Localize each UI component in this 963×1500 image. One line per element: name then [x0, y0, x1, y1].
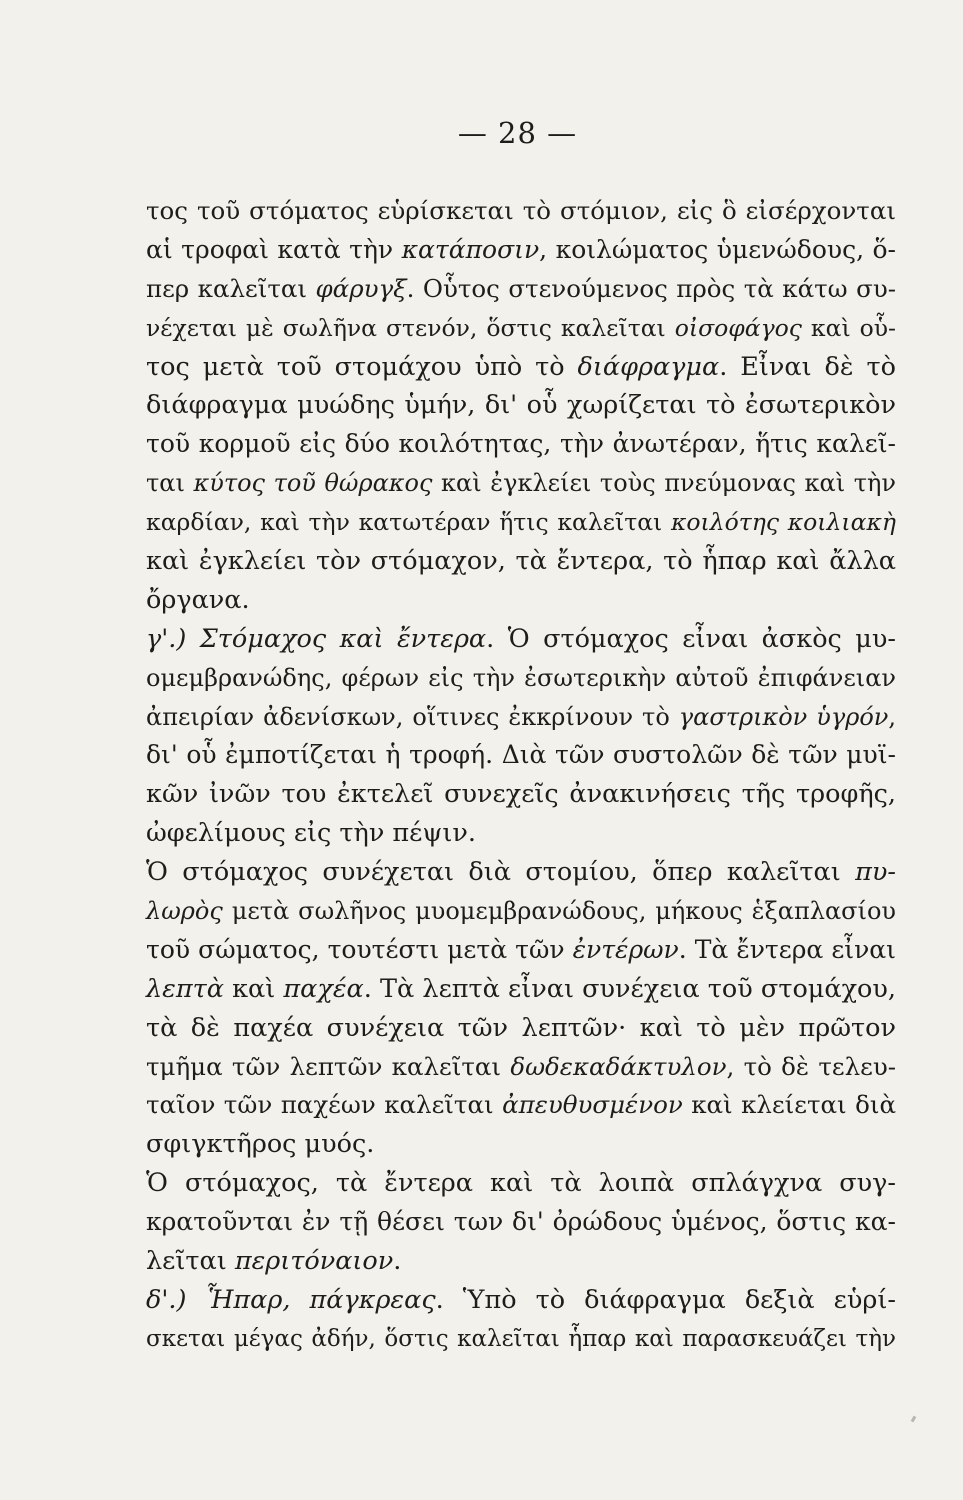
italic-term: κατάποσιν	[401, 234, 540, 264]
body-text	[146, 192, 896, 1359]
italic-term: δ'.)	[146, 1284, 206, 1315]
text-line	[146, 425, 896, 464]
text-run: τοῦ σώματος, τουτέστι μετὰ τῶν	[146, 934, 573, 964]
text-line	[146, 192, 896, 231]
text-run: τος μετὰ τοῦ στομάχου ὑπὸ τὸ	[146, 351, 578, 382]
text-run: τοῦ κορμοῦ εἰς δύο κοιλότητας, τὴν ἀνωτέραν, ἥτις καλεῖ-	[146, 429, 896, 459]
text-line	[146, 1048, 896, 1087]
text-line	[146, 1009, 896, 1048]
paper-speck	[911, 1416, 917, 1423]
text-run: τὰ δὲ παχέα συνέχεια τῶν λεπτῶν· καὶ τὸ μὲν πρῶτον	[146, 1012, 896, 1043]
text-run: κρατοῦνται ἐν τῇ θέσει των δι' ὀρώδους ὑμένος, ὅστις κα-	[146, 1207, 896, 1237]
text-run: καὶ	[223, 973, 284, 1004]
italic-term: ἐντέρων	[572, 934, 679, 964]
italic-term: διάφραγμα	[577, 351, 720, 382]
italic-term: γ'.)	[146, 623, 200, 654]
text-line	[146, 1086, 896, 1125]
italic-term: ἀπευθυσμένον	[502, 1090, 683, 1120]
text-run: ὄργανα.	[146, 584, 250, 615]
text-run: κῶν ἰνῶν του ἐκτελεῖ συνεχεῖς ἀνακινήσεις τῆς τροφῆς,	[146, 779, 896, 810]
text-run: ομεμβρανώδης, φέρων εἰς τὴν ἐσωτερικὴν αὐτοῦ ἐπιφάνειαν	[146, 663, 896, 692]
text-line	[146, 542, 896, 581]
text-line	[146, 1320, 896, 1359]
text-run: ὠφελίμους εἰς τὴν πέψιν.	[146, 818, 476, 849]
text-line	[146, 659, 896, 698]
text-run: ἀπειρίαν ἀδενίσκων, οἵτινες ἐκκρίνουν τὸ	[146, 702, 679, 731]
text-run: λεῖται	[146, 1246, 235, 1277]
text-run: . Τὰ ἔντερα εἶναι	[678, 934, 896, 964]
text-run: . Ὁ στόμαχος εἶναι ἀσκὸς μυ-	[486, 623, 896, 654]
text-run: μετὰ σωλῆνος μυομεμβρανώδους, μήκους ἑξαπλασίου	[222, 897, 896, 926]
page-number: — 28 —	[457, 116, 578, 150]
italic-term: φάρυγξ	[315, 273, 407, 303]
text-line	[146, 386, 896, 425]
text-run: . Εἶναι δὲ τὸ	[719, 351, 896, 382]
text-line	[146, 853, 896, 892]
text-line	[146, 1281, 896, 1320]
text-line	[146, 309, 896, 348]
text-line	[146, 503, 896, 542]
text-line	[146, 814, 896, 853]
text-run: Ὁ στόμαχος συνέχεται διὰ στομίου, ὅπερ καλεῖται	[146, 857, 856, 888]
italic-term: δωδεκαδάκτυλον	[510, 1051, 727, 1081]
italic-term: παχέα	[283, 973, 364, 1004]
text-line	[146, 970, 896, 1009]
text-run: αἱ τροφαὶ κατὰ τὴν	[146, 234, 402, 264]
text-line	[146, 698, 896, 737]
text-line	[146, 231, 896, 270]
italic-term: πυ-	[855, 857, 896, 888]
italic-term: λωρὸς	[146, 897, 223, 926]
italic-term: λεπτὰ	[146, 973, 224, 1004]
text-run: Ὁ στόμαχος, τὰ ἔντερα καὶ τὰ λοιπὰ σπλάγχνα συγ-	[146, 1168, 896, 1199]
text-run: περ καλεῖται	[146, 273, 316, 303]
text-line	[146, 775, 896, 814]
text-run: , κοιλώματος ὑμενώδους, ὅ-	[539, 234, 896, 264]
text-run: ται	[146, 469, 194, 498]
text-run: .	[393, 1246, 402, 1277]
text-run: σφιγκτῆρος μυός.	[146, 1129, 375, 1160]
text-run: , τὸ δὲ τελευ-	[726, 1051, 896, 1081]
text-line	[146, 931, 896, 970]
italic-term: περιτόναιον	[234, 1246, 394, 1277]
text-line	[146, 736, 896, 775]
text-line	[146, 348, 896, 387]
text-line	[146, 1203, 896, 1242]
text-line	[146, 892, 896, 931]
text-line	[146, 1164, 896, 1203]
text-run: καρδίαν, καὶ τὴν κατωτέραν ἥτις καλεῖται	[146, 508, 671, 537]
text-run: καὶ κλείεται διὰ	[682, 1090, 897, 1120]
text-line	[146, 270, 896, 309]
italic-term: κύτος τοῦ θώρακος	[193, 469, 433, 498]
text-line	[146, 581, 896, 620]
text-line	[146, 1125, 896, 1164]
text-run: καὶ οὗ-	[801, 313, 896, 342]
italic-term: οἰσοφάγος	[674, 313, 802, 342]
text-run: καὶ ἐγκλείει τὸν στόμαχον, τὰ ἔντερα, τὸ ἧπαρ καὶ ἄλλα	[146, 546, 896, 577]
italic-term: Στόμαχος καὶ ἔντερα	[199, 623, 487, 654]
text-run: διάφραγμα μυώδης ὑμήν, δι' οὗ χωρίζεται τὸ ἐσωτερικὸν	[146, 390, 896, 421]
text-run: ταῖον τῶν παχέων καλεῖται	[146, 1090, 503, 1120]
text-run: δι' οὗ ἐμποτίζεται ἡ τροφή. Διὰ τῶν συστολῶν δὲ τῶν μυϊ-	[146, 740, 896, 770]
text-run: σκεται μέγας ἀδήν, ὅστις καλεῖται ἧπαρ καὶ παρασκευάζει τὴν	[146, 1325, 896, 1352]
text-run: νέχεται μὲ σωλῆνα στενόν, ὅστις καλεῖται	[146, 313, 675, 342]
italic-term: Ἧπαρ, πάγκρεας	[205, 1284, 436, 1315]
text-line	[146, 1242, 896, 1281]
text-run: . Οὗτος στενούμενος πρὸς τὰ κάτω συ-	[406, 273, 896, 303]
italic-term: γαστρικὸν ὑγρόν	[678, 702, 889, 731]
text-run: τμῆμα τῶν λεπτῶν καλεῖται	[146, 1051, 511, 1081]
text-run: . Τὰ λεπτὰ εἶναι συνέχεια τοῦ στομάχου,	[363, 973, 896, 1004]
text-line	[146, 464, 896, 503]
text-run: καὶ ἐγκλείει τοὺς πνεύμονας καὶ τὴν	[432, 469, 896, 498]
text-run: τος τοῦ στόματος εὑρίσκεται τὸ στόμιον, εἰς ὃ εἰσέρχονται	[146, 196, 896, 225]
italic-term: κοιλότης κοιλιακὴ	[670, 508, 896, 537]
text-run: ,	[888, 702, 896, 731]
text-line	[146, 620, 896, 659]
text-run: . Ὑπὸ τὸ διάφραγμα δεξιὰ εὑρί-	[435, 1284, 896, 1315]
